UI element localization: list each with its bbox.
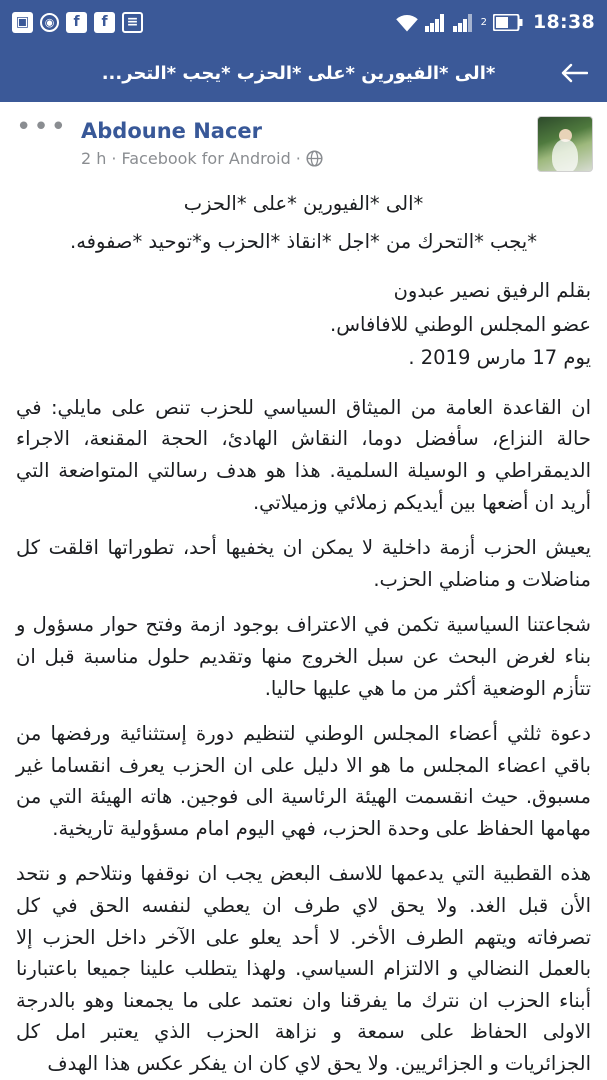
page-title: *الى *الفيورين *على *الحزب *يجب *التحر... — [101, 62, 496, 84]
status-bar-clock: 18:38 — [533, 11, 595, 33]
post-subline — [81, 149, 526, 168]
post-paragraph: هذه القطبية التي يدعمها للاسف البعض يجب ان نوقفها ونتلاحم و نتحد الأن قبل الغد. ولا يحق لاي طرف ان يعطي لنفسه الحق في كل تصرفاته ويتهم الطرف الأخر. لا أحد يعلو على الآخر داخل الحزب إلا بالعمل النضالي و الالتزام السياسي. ولهذا يتطلب علينا جميعا باعتبارنا أبناء الحزب ان نترك ما يفرقنا وان نعتمد على ما يجمعنا وهو بالدرجة الاولى الحفاظ على سمعة و نزاهة الحزب الذي يعتبر امل كل الجزائريات و الجزائريين. ولا يحق لاي كان ان يفكر عكس هذا الهدف — [16, 862, 591, 1075]
post-source: Facebook for Android — [121, 149, 291, 169]
subline-separator-1: · — [111, 149, 117, 169]
status-bar-system — [395, 11, 595, 33]
menu-icon: ≡ — [122, 12, 143, 33]
post-paragraph: يعيش الحزب أزمة داخلية لا يمكن ان يخفيها أحد، تطوراتها اقلقت كل مناضلات و مناضلي الحزب. — [16, 536, 591, 591]
post-paragraph: بقلم الرفيق نصير عبدون — [393, 279, 591, 303]
post-paragraph: شجاعتنا السياسية تكمن في الاعتراف بوجود ازمة وفتح حوار مسؤول و بناء لغرض البحث عن سبل الخروج منها وتقديم حلول مناسبة قبل ان تتأزم الوضعية أكثر من ما هي عليها حاليا. — [16, 613, 591, 700]
app-bar — [0, 44, 607, 102]
more-options-icon[interactable]: ••• — [16, 112, 69, 142]
battery-icon — [493, 14, 523, 31]
back-arrow-icon[interactable] — [557, 56, 591, 90]
globe-icon[interactable] — [306, 150, 323, 167]
post-author-block — [81, 116, 526, 168]
post-header — [14, 112, 593, 172]
post-paragraph: ان القاعدة العامة من الميثاق السياسي للحزب تنص على مايلي: في حالة النزاع، سأفضل دوما، النقاش الهادئ، الحجة المقنعة، الاجراء الديمقراطي و الوسيلة السلمية. هذا هو هدف رسالتي المتواضعة التي أريد ان أضعها بين أيديكم زملائي وزميلاتي. — [16, 395, 591, 514]
signal-bars-secondary-icon — [453, 13, 475, 32]
post-author-name[interactable]: Abdoune Nacer — [81, 119, 263, 143]
image-icon: ▣ — [12, 12, 33, 33]
wifi-icon — [395, 13, 419, 32]
facebook-messenger-icon: f — [94, 12, 115, 33]
post-paragraph: دعوة ثلثي أعضاء المجلس الوطني لتنظيم دورة إستثنائية ورفضها من باقي اعضاء المجلس ما هو الا دليل على ان الحزب يعرف انقساما غير مسبوق. حيث انقسمت الهيئة الرئاسية الى فوجين. هاته الهيئة التي من مهامها الحفاظ على وحدة الحزب، فهي اليوم امام مسؤولية تاريخية. — [16, 722, 591, 840]
post-card — [0, 102, 607, 172]
status-bar — [0, 0, 607, 44]
subline-separator-2: · — [295, 149, 301, 169]
post-timestamp[interactable]: 2 h — [81, 149, 107, 169]
post-body — [0, 172, 607, 1080]
facebook-icon: f — [66, 12, 87, 33]
post-paragraph: عضو المجلس الوطني للافافاس. — [330, 312, 591, 336]
post-paragraph: *يجب *التحرك من *اجل *انقاذ *الحزب و*توحيد *صفوفه. — [70, 229, 537, 253]
post-paragraph: يوم 17 مارس 2019 . — [408, 346, 591, 370]
status-bar-notifications — [12, 12, 395, 33]
camera-icon: ◉ — [40, 13, 59, 32]
sim-label: 2 — [480, 16, 488, 28]
signal-bars-icon — [425, 13, 447, 32]
post-paragraph: *الى *الفيورين *على *الحزب — [183, 192, 424, 215]
avatar[interactable] — [537, 116, 593, 172]
